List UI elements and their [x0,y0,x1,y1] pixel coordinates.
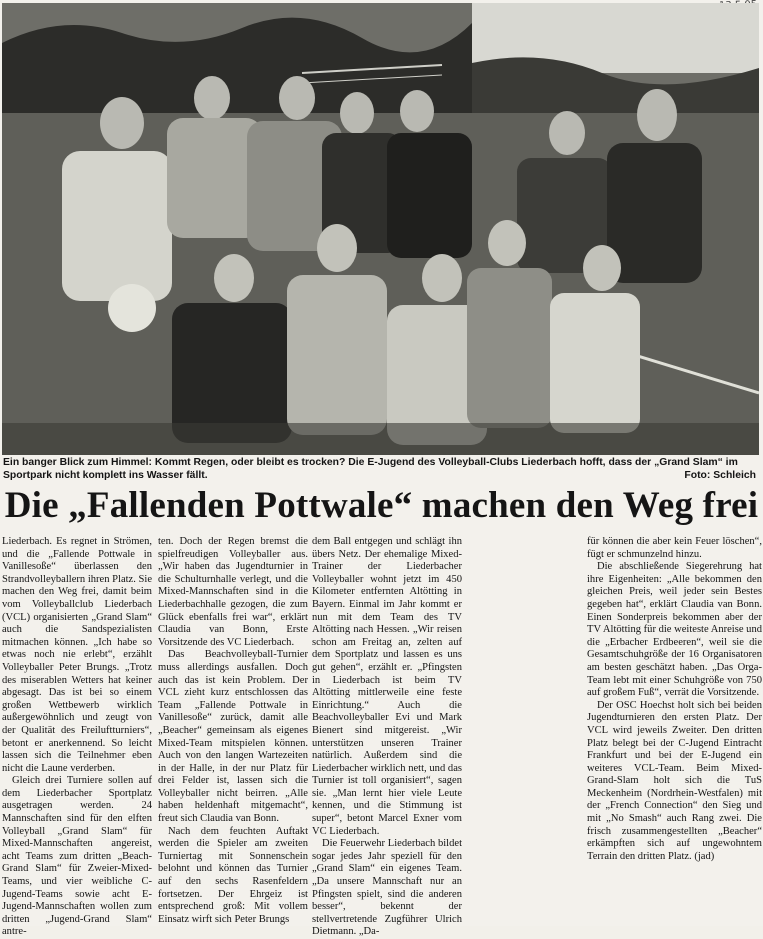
paragraph: Die abschließende Siegerehrung hat ihre Eigenheiten: „Alle bekommen den gleichen Preis, weil jeder sein Bestes gegeben hat“, erklärt Claudia van Bonn. Einen Sonderpreis bekommen aber der TV Altötting für die weiteste Anreise und die „Erbacher Erdbeeren“, weil sie die Gesamtschuhgröße der 16 Organisatoren am besten geschätzt haben. „Das Orga-Team lebt mit einer Schuhgröße von 750 auf großem Fuß“, verrät die Vorsitzende. [587,561,762,699]
photo-credit: Foto: Schleich [684,469,756,481]
paragraph: Der OSC Hoechst holt sich bei beiden Jugendturnieren den ersten Platz. Der VCL wird jeweils Zweiter. Den dritten Platz belegt bei der C-Jugend Eintracht Frankfurt und bei der E-Jugend ein weiteres VCL-Team. Beim Mixed-Grand-Slam holt sich die TuS Meckenheim (Nordrhein-Westfalen) mit der „French Connection“ den Sieg und mit „No Smash“ auch Rang zwei. Die frisch zusammengestellten „Beacher“ erkämpften sich auf ungewohntem Terrain den dritten Platz. (jad) [587,699,762,862]
paragraph: für können die aber kein Feuer löschen“, fügt er schmunzelnd hinzu. [587,536,762,560]
article-column-3 [312,536,462,939]
article-column-2 [158,536,308,926]
article-column-4 [587,536,762,863]
caption-text: Ein banger Blick zum Himmel: Kommt Regen, oder bleibt es trocken? Die E-Jugend des Volleyball-Clubs Liederbach hofft, dass der „Grand Slam“ im Sportpark nicht komplett ins Wasser fällt. [3,457,738,481]
paragraph: Nach dem feuchten Auftakt werden die Spieler am zweiten Turniertag mit Sonnenschein belohnt und können das Turnier auf den sechs Rasenfeldern fortsetzen. Der Ehrgeiz ist entsprechend groß: Mit vollem Einsatz wirft sich Peter Brungs [158,825,308,925]
article-column-1 [2,536,152,939]
article-headline: Die „Fallenden Pottwale“ machen den Weg frei [4,485,759,526]
article-body [2,536,762,938]
paragraph: Liederbach. Es regnet in Strömen, und die „Fallende Pottwale in Vanillesoße“ überlassen den Strandvolleyballern ihren Platz. Sie machen den Weg frei, damit beim vom Volleyballclub Liederbach (VCL) organisierten „Grand Slam“ auch die Sandspezialisten mitmachen können. „Ich habe so etwas noch nie erlebt“, erzählt Volleyballer Peter Brungs. „Trotz des miserablen Wetters hat keiner abgesagt. Das ist bei so einem großen Wettbewerb wirklich außergewöhnlich und zeugt von der Qualität des Freiluftturniers“, betont er anerkennend. So leicht lassen sich die Teilnehmer eben nicht die Laune verderben. [2,536,152,774]
paragraph: ten. Doch der Regen bremst die spielfreudigen Volleyballer aus. „Wir haben das Jugendturnier in die Schulturnhalle verlegt, und die Mixed-Mannschaften sind in die Liederbachhalle gezogen, die zum Glück ebenfalls frei war“, erklärt Claudia van Bonn, Erste Vorsitzende des VC Liederbach. [158,536,308,648]
group-photo-icon [2,3,759,455]
paragraph: Das Beachvolleyball-Turnier muss allerdings ausfallen. Doch auch das ist kein Problem. Der VCL zieht kurz entschlossen das Team „Fallende Pottwale in Vanillesoße“ zurück, damit alle „Beacher“ gemeinsam als eigenes Mixed-Team mitspielen können. Auch von den langen Wartezeiten in der Halle, in der nur Platz für drei Felder ist, lassen sich die Volleyballer nicht beirren. „Alle haben heldenhaft mitgemacht“, freut sich Claudia van Bonn. [158,649,308,825]
team-photo [2,3,759,455]
paragraph: dem Ball entgegen und schlägt ihn übers Netz. Der ehemalige Mixed-Trainer der Liederbacher Volleyballer wohnt jetzt im 450 Kilometer entfernten Altötting in Bayern. Einmal im Jahr kommt er nun mit dem Team des TV Altötting nach Hessen. „Wir reisen schon am Freitag an, zelten auf dem Sportplatz und lassen es uns gut gehen“, erzählt er. „Pfingsten in Liederbach ist beim TV Altötting mittlerweile eine feste Einrichtung.“ Auch die Beachvolleyballer Evi und Mark Bienert sind mitgereist. „Wir unterstützen unseren Trainer natürlich. Außerdem sind die Liederbacher wirklich nett, und das Turnier ist toll organisiert“, sagen sie. „Man lernt hier viele Leute kennen, und die Stimmung ist super“, betont Marcel Exner vom VC Liederbach. [312,536,462,837]
paragraph: Die Feuerwehr Liederbach bildet sogar jedes Jahr speziell für den „Grand Slam“ ein eigenes Team. „Da unsere Mannschaft nur an Pfingsten spielt, sind die anderen besser“, bekennt der stellvertretende Zugführer Ulrich Dietmann. „Da- [312,838,462,938]
photo-caption [3,457,760,482]
paragraph: Gleich drei Turniere sollen auf dem Liederbacher Sportplatz ausgetragen werden. 24 Mannschaften sind für den elften Volleyball „Grand Slam“ für Mixed-Mannschaften angereist, acht Teams zum dritten „Beach-Grand Slam“ für Zweier-Mixed-Teams, und vier weibliche C-Jugend-Teams sowie acht E-Jugend-Mannschaften wollen zum dritten „Jugend-Grand Slam“ antre- [2,775,152,938]
